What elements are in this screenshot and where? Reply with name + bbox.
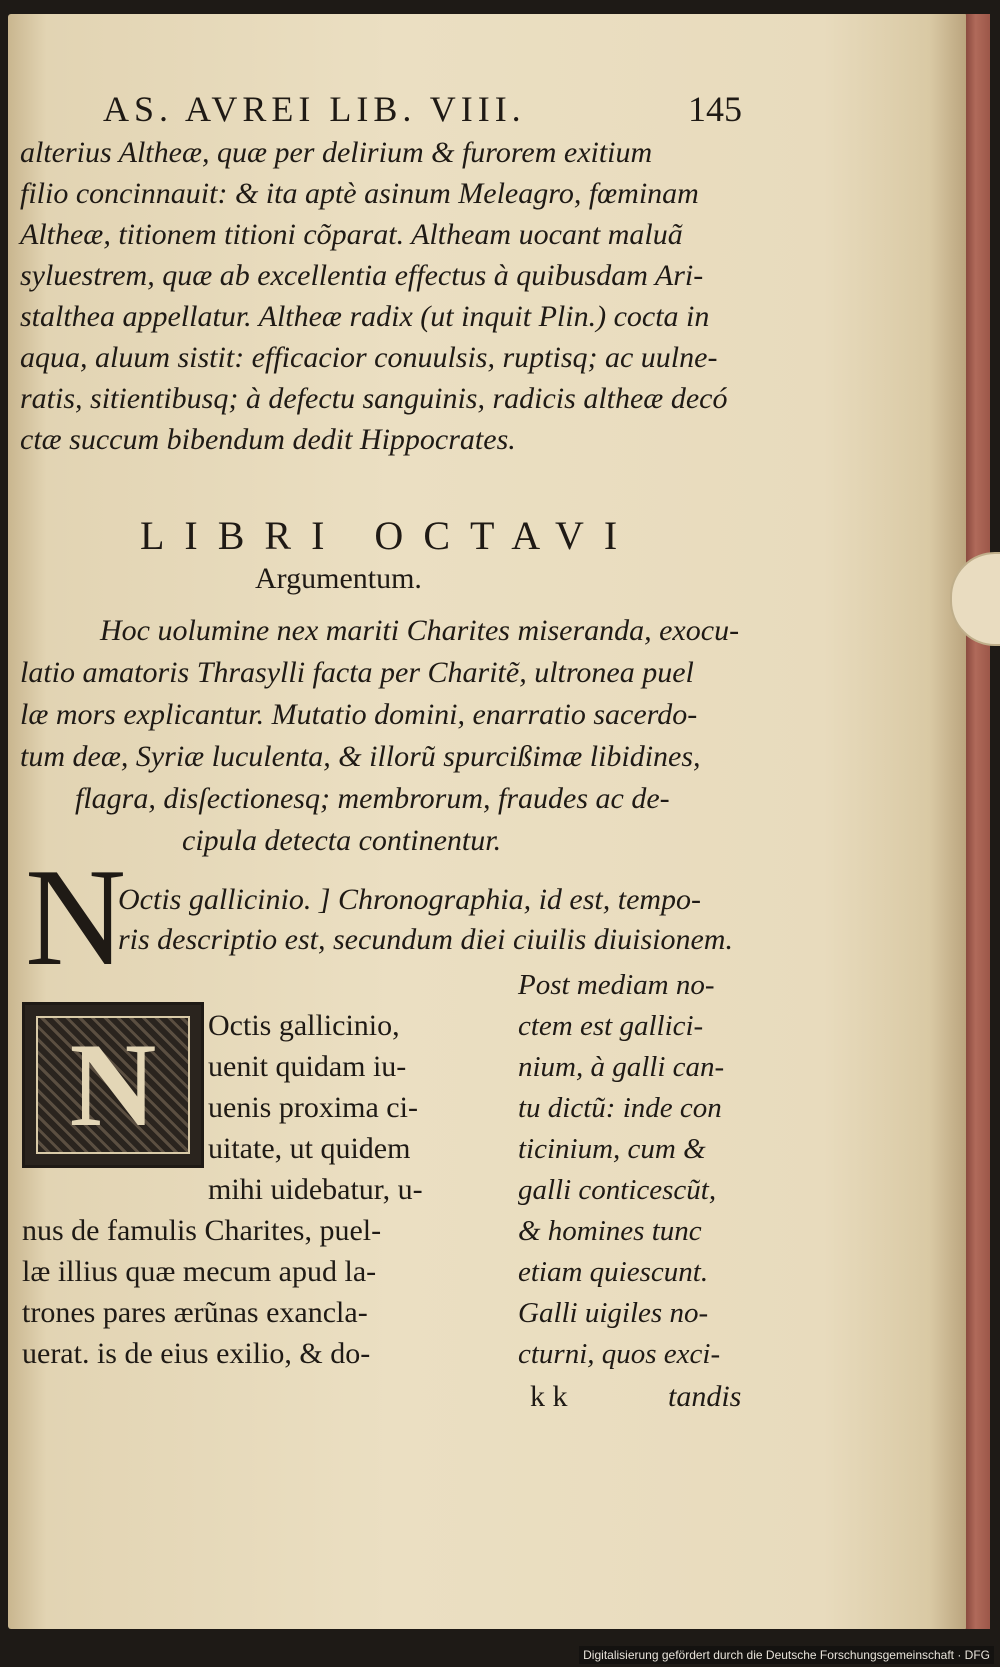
book-edge bbox=[966, 14, 990, 1629]
text-line: Octis gallicinio. ] Chronographia, id est, tempo- bbox=[118, 883, 702, 916]
text-line: ctæ succum bibendum dedit Hippocrates. bbox=[20, 423, 516, 456]
text-line: aqua, aluum sistit: efficacior conuulsis, ruptisq; ac uulne- bbox=[20, 341, 718, 374]
text-line: uenit quidam iu- bbox=[208, 1050, 407, 1083]
text-line: ratis, sitientibusq; à defectu sanguinis, radicis altheæ decó bbox=[20, 382, 728, 415]
text-line: alterius Altheæ, quæ per delirium & furorem exitium bbox=[20, 136, 653, 169]
text-line: etiam quiescunt. bbox=[518, 1256, 709, 1288]
text-line: Post mediam no- bbox=[518, 969, 715, 1001]
text-line: uerat. is de eius exilio, & do- bbox=[22, 1337, 371, 1370]
text-line: nium, à galli can- bbox=[518, 1051, 725, 1083]
section-heading: LIBRI OCTAVI bbox=[140, 513, 638, 558]
text-line: trones pares ærũnas exancla- bbox=[22, 1296, 368, 1329]
text-line: cturni, quos exci- bbox=[518, 1338, 721, 1370]
text-line: ctem est gallici- bbox=[518, 1010, 704, 1042]
page-number: 145 bbox=[688, 89, 742, 129]
digitization-credit: Digitalisierung gefördert durch die Deutsche Forschungsgemeinschaft · DFG bbox=[579, 1646, 994, 1664]
text-line: flagra, disſectionesq; membrorum, fraudes ac de- bbox=[75, 782, 670, 815]
text-line: cipula detecta continentur. bbox=[182, 824, 502, 857]
text-line: Octis gallicinio, bbox=[208, 1009, 400, 1042]
woodcut-letter: N bbox=[69, 1018, 157, 1151]
text-line: latio amatoris Thrasylli facta per Charitẽ, ultronea puel bbox=[20, 656, 694, 689]
text-line: Hoc uolumine nex mariti Charites miseranda, exocu- bbox=[100, 614, 740, 647]
main-text-column bbox=[22, 1005, 487, 1374]
running-head: AS. AVREI LIB. VIII. bbox=[103, 89, 526, 129]
commentary-note bbox=[118, 880, 758, 960]
text-line: nus de famulis Charites, puel- bbox=[22, 1214, 382, 1247]
signature-mark: k k bbox=[530, 1380, 568, 1413]
text-line: ticinium, cum & bbox=[518, 1133, 706, 1165]
text-line: mihi uidebatur, u- bbox=[208, 1173, 423, 1206]
text-line: tu dictũ: inde con bbox=[518, 1092, 722, 1124]
text-line: uitate, ut quidem bbox=[208, 1132, 411, 1165]
text-line: uenis proxima ci- bbox=[208, 1091, 418, 1124]
catchword: tandis bbox=[668, 1380, 742, 1413]
intro-paragraph bbox=[20, 132, 750, 460]
argument-paragraph bbox=[20, 610, 750, 862]
text-line: læ illius quæ mecum apud la- bbox=[22, 1255, 377, 1288]
drop-capital: N bbox=[25, 840, 127, 995]
text-line: læ mors explicantur. Mutatio domini, enarratio sacerdo- bbox=[20, 698, 698, 731]
text-line: filio concinnauit: & ita aptè asinum Meleagro, fœminam bbox=[20, 177, 699, 210]
text-line: Galli uigiles no- bbox=[518, 1297, 709, 1329]
text-line: syluestrem, quæ ab excellentia effectus à quibusdam Ari- bbox=[20, 259, 704, 292]
section-subheading: Argumentum. bbox=[255, 562, 422, 595]
text-line: Altheæ, titionem titioni cõparat. Altheam uocant maluã bbox=[20, 218, 683, 251]
text-line: ris descriptio est, secundum diei ciuilis diuisionem. bbox=[118, 923, 733, 956]
text-line: galli conticescũt, bbox=[518, 1174, 717, 1206]
text-line: tum deæ, Syriæ luculenta, & illorũ spurcißimæ libidines, bbox=[20, 740, 701, 773]
text-line: stalthea appellatur. Altheæ radix (ut inquit Plin.) cocta in bbox=[20, 300, 710, 333]
text-line: & homines tunc bbox=[518, 1215, 702, 1247]
side-note-column bbox=[518, 965, 758, 1375]
